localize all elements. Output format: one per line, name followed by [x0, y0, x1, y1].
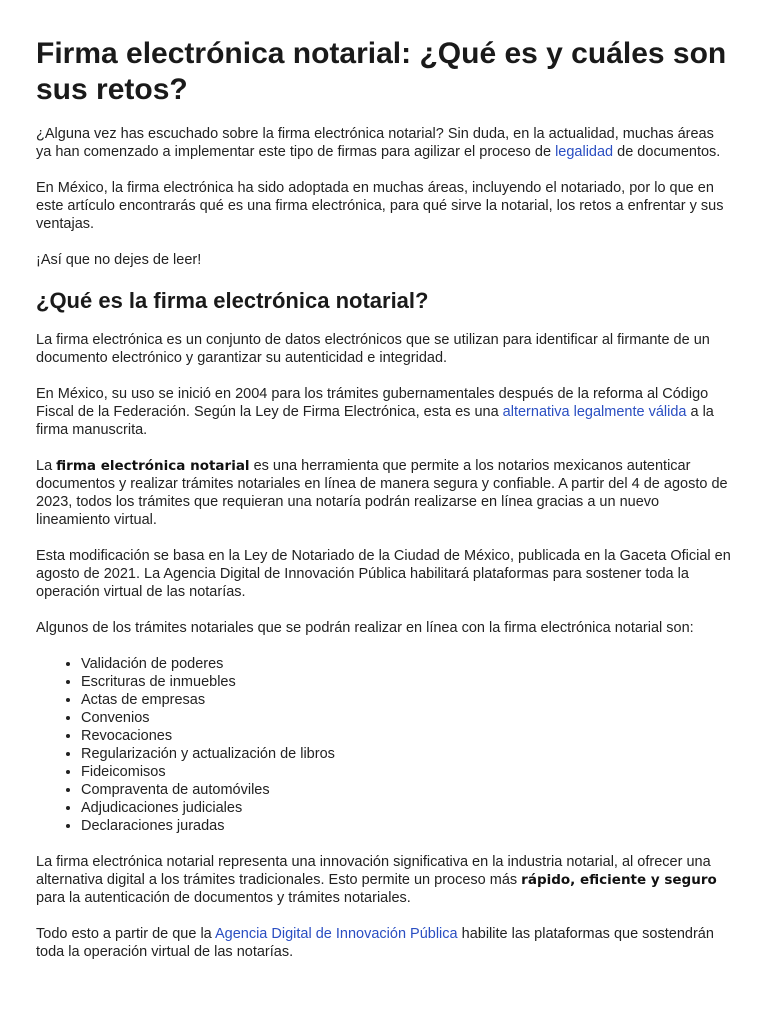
section-heading: ¿Qué es la firma electrónica notarial?	[36, 288, 429, 313]
section-p6-text: La firma electrónica notarial representa una innovación significativa en la industria notarial, al ofrecer una alternativa digital a los trámites tradicionales. Esto permite un proceso más	[36, 854, 711, 888]
list-item: • Regularización y actualización de libros	[81, 745, 732, 763]
tramites-list	[36, 655, 732, 835]
section-paragraph-6	[36, 853, 732, 907]
section-paragraph-2	[36, 385, 732, 439]
section-p6-bold: rápido, eficiente y seguro	[521, 872, 717, 888]
section-paragraph-5: Algunos de los trámites notariales que se podrán realizar en línea con la firma electrónica notarial son:	[36, 620, 694, 636]
section-paragraph-3	[36, 457, 732, 529]
section-p7-text: Todo esto a partir de que la	[36, 926, 215, 942]
list-item: • Declaraciones juradas	[81, 817, 732, 835]
list-item: • Convenios	[81, 709, 732, 727]
list-item: • Compraventa de automóviles	[81, 781, 732, 799]
section-p7-text-end: habilite las plataformas que sostendrán toda la operación virtual de las notarías.	[36, 926, 714, 960]
section-p2-text-end: a la firma manuscrita.	[36, 404, 714, 438]
section-p2-text: En México, su uso se inició en 2004 para los trámites gubernamentales después de la reforma al Código Fiscal de la Federación. Según la Ley de Firma Electrónica, esta es una	[36, 386, 709, 420]
legalidad-link[interactable]: legalidad	[555, 144, 614, 160]
section-p3-text-end: es una herramienta que permite a los notarios mexicanos autenticar documentos y realizar trámites notariales en línea de manera segura y confiable. A partir del 4 de agosto de 2023, todos los trámites que requieran una notaría podrán realizarse en línea gracias a un nuevo lineamiento virtual.	[36, 458, 728, 528]
list-item: • Revocaciones	[81, 727, 732, 745]
page-title: Firma electrónica notarial: ¿Qué es y cuáles son sus retos?	[36, 37, 727, 106]
list-item: • Adjudicaciones judiciales	[81, 799, 732, 817]
section-p3-text: La	[36, 458, 57, 474]
list-item: • Actas de empresas	[81, 691, 732, 709]
section-paragraph-7	[36, 925, 732, 961]
intro-paragraph-3: ¡Así que no dejes de leer!	[36, 252, 202, 268]
agencia-digital-link[interactable]: Agencia Digital de Innovación Pública	[214, 926, 458, 942]
section-paragraph-1: La firma electrónica es un conjunto de datos electrónicos que se utilizan para identificar al firmante de un documento electrónico y garantizar su autenticidad e integridad.	[36, 332, 710, 366]
list-item: • Fideicomisos	[81, 763, 732, 781]
list-item: • Escrituras de inmuebles	[81, 673, 732, 691]
list-item: • Validación de poderes	[81, 655, 732, 673]
intro-paragraph-1	[36, 125, 732, 161]
section-p6-text-end: para la autenticación de documentos y trámites notariales.	[36, 890, 411, 906]
alternativa-legal-link[interactable]: alternativa legalmente válida	[502, 404, 687, 420]
intro-p1-text: ¿Alguna vez has escuchado sobre la firma electrónica notarial? Sin duda, en la actualidad, muchas áreas ya han comenzado a implementar este tipo de firmas para agilizar el proceso de	[36, 126, 714, 160]
intro-p1-text-end: de documentos.	[613, 144, 721, 160]
section-p3-bold: firma electrónica notarial	[56, 458, 250, 474]
intro-paragraph-2: En México, la firma electrónica ha sido adoptada en muchas áreas, incluyendo el notariado, por lo que en este artículo encontrarás qué es una firma electrónica, para qué sirve la notarial, los retos a enfrentar y sus ventajas.	[36, 180, 724, 232]
section-paragraph-4: Esta modificación se basa en la Ley de Notariado de la Ciudad de México, publicada en la Gaceta Oficial en agosto de 2021. La Agencia Digital de Innovación Pública habilitará plataformas para sostener toda la operación virtual de las notarías.	[36, 548, 731, 600]
